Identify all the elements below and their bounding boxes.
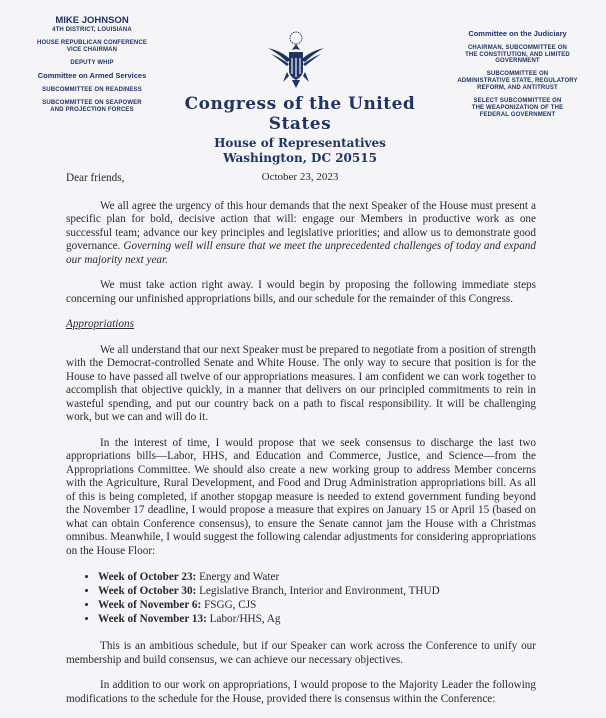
- schedule-week: Week of November 13:: [98, 613, 207, 625]
- subcommittee-weaponization-cont1: THE WEAPONIZATION OF THE: [471, 104, 564, 111]
- paragraph-2: We must take action right away. I would begin by proposing the following immediate steps concerning our unfinished appropriations bills, and our schedule for the remainder of this Congress.: [66, 279, 536, 305]
- congress-title: Congress of the United States: [184, 94, 416, 134]
- subcommittee-weaponization-cont2: FEDERAL GOVERNMENT: [479, 111, 556, 118]
- schedule-item: [98, 584, 536, 598]
- schedule-bills: FSGG, CJS: [201, 599, 257, 611]
- paragraph-3: We all understand that our next Speaker must be prepared to negotiate from a position of strength with the Democrat-controlled Senate and White House. The only way to secure that position is for the House to have passed all twelve of our appropriations measures. I am confident we can work together to accomplish that objective quickly, in a manner that delivers on our principled commitments to rein in wasteful spending, and put our country back on a path to fiscal responsibility. It will be challenging work, but we can and will do it.: [66, 343, 536, 423]
- subcommittee-readiness: SUBCOMMITTEE ON READINESS: [42, 87, 142, 94]
- sender-district: 4TH DISTRICT, LOUISIANA: [52, 26, 132, 33]
- subcommittee-admin-state: SUBCOMMITTEE ON: [486, 71, 549, 78]
- house-title: House of Representatives: [214, 136, 386, 150]
- committee-armed-services: Committee on Armed Services: [37, 71, 147, 81]
- schedule-week: Week of October 30:: [98, 585, 197, 597]
- sender-name: MIKE JOHNSON: [55, 15, 129, 26]
- schedule-week: Week of October 23:: [98, 571, 197, 583]
- paragraph-1: [66, 200, 536, 268]
- city-line: Washington, DC 20515: [223, 151, 377, 165]
- sender-role-deputy-whip: DEPUTY WHIP: [70, 59, 114, 66]
- paragraph-1-text: We all agree the urgency of this hour demands that the next Speaker of the House must present a specific plan for bold, decisive action that will: engage our Members in productive work as one successful team; advance our key principles and legislative priorities; and allow us to demonstrate good governance.: [66, 199, 536, 252]
- schedule-list: [66, 570, 536, 626]
- sender-role-vice-chairman: VICE CHAIRMAN: [66, 46, 118, 53]
- schedule-item: [98, 612, 536, 626]
- subcommittee-admin-state-cont2: REFORM, AND ANTITRUST: [477, 85, 558, 92]
- schedule-week: Week of November 6:: [98, 599, 202, 611]
- sender-role-conference: HOUSE REPUBLICAN CONFERENCE: [36, 39, 148, 46]
- letter-date: October 23, 2023: [261, 171, 339, 183]
- judiciary-chairman-cont1: THE CONSTITUTION, AND LIMITED: [465, 51, 570, 58]
- schedule-item: [98, 570, 536, 584]
- letter-body: [66, 172, 536, 718]
- judiciary-chairman-cont2: GOVERNMENT: [495, 58, 540, 65]
- sender-block: [12, 16, 172, 114]
- paragraph-6: In addition to our work on appropriations, I would propose to the Majority Leader the following modifications to the schedule for the House, provided there is consensus within the Conference:: [66, 679, 536, 705]
- schedule-bills: Energy and Water: [196, 571, 280, 583]
- subcommittee-seapower-cont: AND PROJECTION FORCES: [50, 106, 134, 113]
- greeting: Dear friends,: [66, 172, 125, 184]
- judiciary-chairman: CHAIRMAN, SUBCOMMITTEE ON: [467, 44, 568, 51]
- subcommittee-admin-state-cont1: ADMINISTRATIVE STATE, REGULATORY: [457, 78, 578, 85]
- house-seal-eagle-icon: [265, 30, 327, 90]
- schedule-bills: Labor/HHS, Ag: [206, 613, 281, 625]
- paragraph-5: This is an ambitious schedule, but if our Speaker can work across the Conference to unify our membership and build consensus, we can achieve our necessary objectives.: [66, 640, 536, 666]
- schedule-item: [98, 598, 536, 612]
- committee-judiciary: Committee on the Judiciary: [468, 29, 567, 38]
- section-heading-appropriations: Appropriations: [66, 318, 134, 330]
- subcommittee-weaponization: SELECT SUBCOMMITTEE ON: [473, 97, 562, 104]
- paragraph-1-italic: Governing well will ensure that we meet the unprecedented challenges of today and expand our majority next year.: [66, 240, 536, 266]
- schedule-bills: Legislative Branch, Interior and Environment, THUD: [196, 585, 440, 597]
- subcommittee-seapower: SUBCOMMITTEE ON SEAPOWER: [42, 100, 142, 106]
- paragraph-4: In the interest of time, I would propose that we seek consensus to discharge the last two appropriations bills—Labor, HHS, and Education and Commerce, Justice, and Science—from the Appropriations Committee. We should also create a new working group to address Member concerns with the Agriculture, Rural Development, and Food and Drug Administration appropriations bill. As all of this is being completed, if another stopgap measure is needed to extend government funding beyond the November 17 deadline, I would propose a measure that expires on January 15 or April 15 (based on what can obtain Conference consensus), to ensure the Senate cannot jam the House with a Christmas omnibus. Meanwhile, I would suggest the following calendar adjustments for considering appropriations on the House Floor:: [66, 436, 536, 557]
- masthead: [170, 94, 430, 183]
- committee-block: [440, 30, 595, 119]
